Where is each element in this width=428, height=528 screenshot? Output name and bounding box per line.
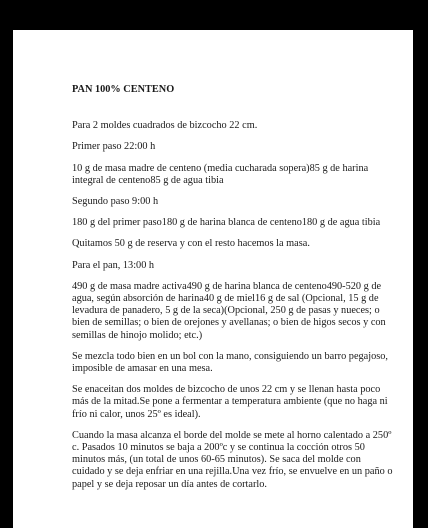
molds-paragraph: Se enaceitan dos moldes de bizcocho de unos 22 cm y se llenan hasta poco más de la mitad.Se pone a fermentar a temperatura ambiente (que no haga ni frío ni calor, unos 25º es ideal).: [72, 384, 388, 420]
mixing-paragraph: Se mezcla todo bien en un bol con la mano, consiguiendo un barro pegajoso, imposible de amasar en una mesa.: [72, 350, 388, 375]
step-two-ingredients: 180 g del primer paso180 g de harina blanca de centeno180 g de agua tibia: [72, 217, 381, 229]
servings-paragraph: Para 2 moldes cuadrados de bizcocho 22 cm.: [72, 120, 258, 132]
baking-paragraph: Cuando la masa alcanza el borde del molde se mete al horno calentado a 250º c. Pasados 10 minutos se baja a 200ºc y se continua la cocción otros 50 minutos más, (un total de unos 60-65 minutos). Se saca del molde con cuidado y se deja enfriar en una rejilla.Una vez frío, se envuelve en un paño o papel y se deja reposar un día antes de cortarlo.: [72, 429, 393, 490]
step-one-ingredients: 10 g de masa madre de centeno (media cucharada sopera)85 g de harina integral de centeno85 g de agua tibia: [72, 162, 369, 186]
reserve-paragraph: Quitamos 50 g de reserva y con el resto hacemos la masa.: [72, 238, 310, 250]
step-two-heading: Segundo paso 9:00 h: [72, 196, 159, 208]
bread-step-heading: Para el pan, 13:00 h: [72, 259, 155, 271]
document-page: [13, 30, 413, 528]
recipe-title: PAN 100% CENTENO: [72, 84, 175, 95]
step-one-heading: Primer paso 22:00 h: [72, 141, 156, 153]
bread-ingredients: 490 g de masa madre activa490 g de harina blanca de centeno490-520 g de agua, según absorción de harina40 g de miel16 g de sal (Opcional, 15 g de levadura de panadero, 5 g de la seca)(Opcional, 250 g de pasas y nueces; o bien de semillas; o bien de orejones y avellanas; o bien de higos secos y con semillas de hinojo molido; etc.): [72, 280, 386, 341]
